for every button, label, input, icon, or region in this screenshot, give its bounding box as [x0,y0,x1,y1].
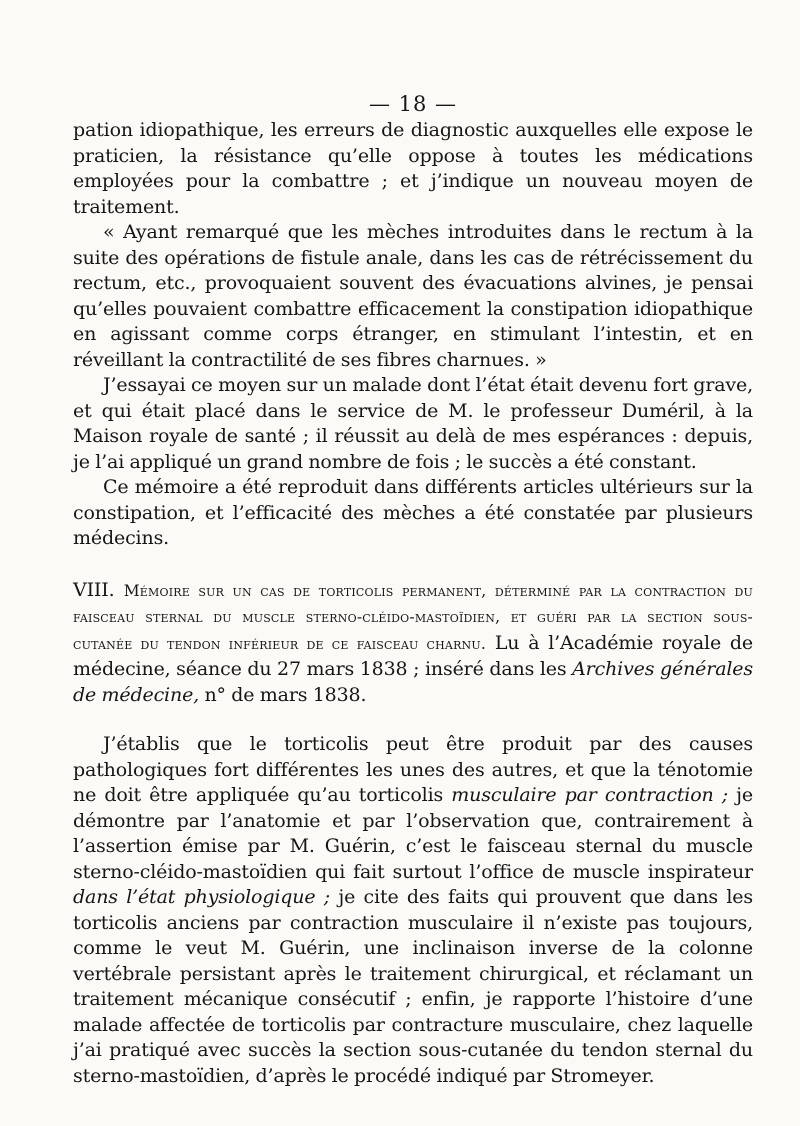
body-paragraph [73,732,753,1089]
body-sentence-3: je cite des faits qui prouvent que dans les torticolis anciens par contraction musculaire il n’existe pas toujours, comme le veut M. Guérin, une inclinaison inverse de la colonne vertébrale persistant après le traitement chirurgical, et réclamant un traitement mécanique consécutif ; enfin, je rapporte l’histoire d’une malade affectée de torticolis par contracture musculaire, chez laquelle j’ai pratiqué avec succès la section sous-cutanée du tendon sternal du sterno-mastoïdien, d’après le procédé indiqué par Stromeyer. [73,886,753,1087]
section-heading [73,578,753,709]
section-issue: n° de mars 1838. [204,683,367,706]
page [73,92,753,1089]
section-journal: Archives générales de médecine, [73,658,754,706]
paragraph-1: pation idiopathique, les erreurs de diagnostic auxquelles elle expose le praticien, la résistance qu’elle oppose à toutes les médications employées pour la combattre ; et j’indique un nouveau moyen de traitement. [73,119,753,218]
body-sentence-1: J’établis que le torticolis peut être produit par des causes pathologiques fort différentes les unes des autres, et que la ténotomie ne doit être appliquée qu’au torticolis [73,733,753,806]
paragraph-3: J’essayai ce moyen sur un malade dont l’état était devenu fort grave, et qui était placé dans le service de M. le professeur Duméril, à la Maison royale de santé ; il réussit au delà de mes espérances : depuis, je l’ai appliqué un grand nombre de fois ; le succès a été constant. [73,374,753,473]
body-italic-2: dans l’état physiologique ; [73,886,331,908]
body-italic-1: musculaire par contraction ; [451,784,729,806]
section-number: VIII. [73,578,115,601]
paragraph-2: « Ayant remarqué que les mèches introduites dans le rectum à la suite des opérations de fistule anale, dans les cas de rétrécissement du rectum, etc., provoquaient souvent des évacuations alvines, je pensai qu’elles pouvaient combattre efficacement la constipation idiopathique en agissant comme corps étranger, en stimulant l’intestin, et en réveillant la contractilité de ses fibres charnues. » [73,221,753,371]
section-details: Lu à l’Académie royale de médecine, séance du 27 mars 1838 ; inséré dans les [73,631,753,680]
page-number: — 18 — [368,92,458,116]
body-sentence-2: je démontre par l’anatomie et par l’observation que, contrairement à l’assertion émise par M. Guérin, c’est le faisceau sternal du muscle sterno-cléido-mastoïdien qui fait surtout l’office de muscle inspirateur [73,784,753,883]
section-title: Mémoire sur un cas de torticolis permanent, déterminé par la contraction du faisceau sternal du muscle sterno-cléido-mastoïdien, et guéri par la section sous-cutanée du tendon inférieur de ce faisceau charnu. [73,581,753,653]
paragraph-4: Ce mémoire a été reproduit dans différents articles ultérieurs sur la constipation, et l’efficacité des mèches a été constatée par plusieurs médecins. [73,476,753,549]
